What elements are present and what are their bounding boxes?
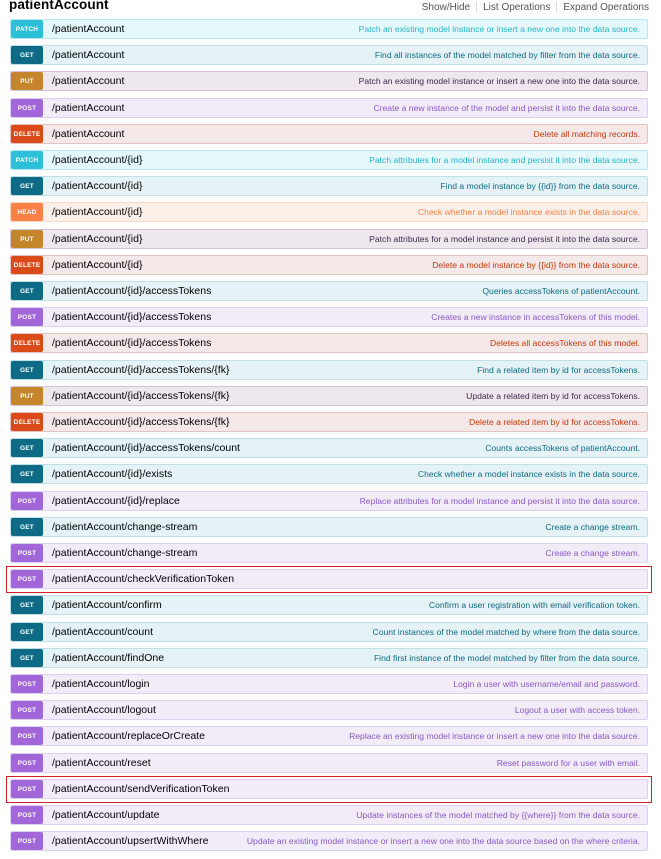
operation-path-link[interactable]: /patientAccount/{id}/replace	[52, 495, 180, 507]
operation-path-link[interactable]: /patientAccount	[52, 75, 125, 87]
http-method-badge[interactable]: POST	[11, 832, 43, 850]
operation-summary[interactable]: Replace an existing model instance or insert a new one into the data source.	[349, 731, 640, 741]
operation-summary[interactable]: Queries accessTokens of patientAccount.	[482, 286, 640, 296]
operation-row-post[interactable]	[10, 674, 648, 694]
operation-path-link[interactable]: /patientAccount/change-stream	[52, 521, 198, 533]
operation-row-patch[interactable]	[10, 150, 648, 170]
http-method-badge[interactable]: POST	[11, 675, 43, 693]
expand-operations-link[interactable]: Expand Operations	[563, 2, 649, 13]
operation-summary[interactable]: Update a related item by id for accessTokens.	[466, 391, 640, 401]
operation-row-post[interactable]	[10, 543, 648, 563]
operation-row-delete[interactable]	[10, 412, 648, 432]
operation-path-link[interactable]: /patientAccount/findOne	[52, 652, 165, 664]
http-method-badge[interactable]: HEAD	[11, 203, 43, 221]
operation-summary[interactable]: Patch an existing model instance or insert a new one into the data source.	[358, 24, 640, 34]
operation-row-head[interactable]	[10, 202, 648, 222]
operation-path-link[interactable]: /patientAccount/checkVerificationToken	[52, 573, 235, 585]
operation-summary[interactable]: Check whether a model instance exists in the data source.	[417, 207, 640, 217]
http-method-badge[interactable]: PUT	[11, 72, 43, 90]
http-method-badge[interactable]: POST	[11, 806, 43, 824]
operation-path-link[interactable]: /patientAccount/{id}	[52, 154, 143, 166]
operation-summary[interactable]: Find a model instance by {{id}} from the data source.	[440, 181, 640, 191]
operation-summary[interactable]: Patch attributes for a model instance and persist it into the data source.	[369, 234, 640, 244]
operation-path-link[interactable]: /patientAccount/replaceOrCreate	[52, 730, 205, 742]
operation-path-link[interactable]: /patientAccount/{id}/accessTokens/{fk}	[52, 390, 230, 402]
show-hide-link[interactable]: Show/Hide	[421, 2, 471, 13]
operation-path-link[interactable]: /patientAccount/logout	[52, 704, 156, 716]
operation-path-link[interactable]: /patientAccount/reset	[52, 757, 151, 769]
operation-path-link[interactable]: /patientAccount/{id}/accessTokens/{fk}	[52, 364, 230, 376]
operation-row-delete[interactable]	[10, 255, 648, 275]
operation-path-link[interactable]: /patientAccount/{id}/accessTokens	[52, 311, 212, 323]
operation-summary[interactable]: Find a related item by id for accessTokens.	[477, 365, 640, 375]
http-method-badge[interactable]: PUT	[11, 387, 43, 405]
operation-summary[interactable]: Deletes all accessTokens of this model.	[490, 338, 640, 348]
http-method-badge[interactable]: PATCH	[11, 20, 43, 38]
operation-summary[interactable]: Update instances of the model matched by {{where}} from the data source.	[356, 810, 640, 820]
operation-row-put[interactable]	[10, 71, 648, 91]
operation-path-link[interactable]: /patientAccount/{id}/accessTokens	[52, 337, 212, 349]
http-method-badge[interactable]: GET	[11, 361, 43, 379]
operation-summary[interactable]: Replace attributes for a model instance and persist it into the data source.	[359, 496, 640, 506]
http-method-badge[interactable]: POST	[11, 754, 43, 772]
http-method-badge[interactable]: POST	[11, 701, 43, 719]
http-method-badge[interactable]: DELETE	[11, 334, 43, 352]
operation-row-post[interactable]	[10, 307, 648, 327]
http-method-badge[interactable]: GET	[11, 46, 43, 64]
http-method-badge[interactable]: GET	[11, 596, 43, 614]
operation-row-get[interactable]	[10, 517, 648, 537]
operation-row-post[interactable]	[10, 805, 648, 825]
http-method-badge[interactable]: POST	[11, 544, 43, 562]
http-method-badge[interactable]: DELETE	[11, 125, 43, 143]
operation-row-post[interactable]	[10, 569, 648, 589]
operation-summary[interactable]: Login a user with username/email and password.	[453, 679, 640, 689]
operation-row-post[interactable]	[10, 779, 648, 799]
operation-summary[interactable]: Create a change stream.	[545, 548, 640, 558]
operation-row-put[interactable]	[10, 386, 648, 406]
operation-path-link[interactable]: /patientAccount/{id}/accessTokens	[52, 285, 212, 297]
operation-path-link[interactable]: /patientAccount/login	[52, 678, 150, 690]
operation-path-link[interactable]: /patientAccount/update	[52, 809, 160, 821]
operation-path-link[interactable]: /patientAccount	[52, 128, 125, 140]
operation-summary[interactable]: Find first instance of the model matched by filter from the data source.	[373, 653, 640, 663]
operation-summary[interactable]: Delete a model instance by {{id}} from the data source.	[432, 260, 640, 270]
operation-row-post[interactable]	[10, 700, 648, 720]
operation-path-link[interactable]: /patientAccount	[52, 49, 125, 61]
http-method-badge[interactable]: GET	[11, 465, 43, 483]
operation-summary[interactable]: Create a change stream.	[545, 522, 640, 532]
operation-row-get[interactable]	[10, 281, 648, 301]
operation-summary[interactable]: Check whether a model instance exists in the data source.	[417, 469, 640, 479]
operation-path-link[interactable]: /patientAccount/sendVerificationToken	[52, 783, 230, 795]
operation-row-put[interactable]	[10, 229, 648, 249]
operation-row-post[interactable]	[10, 753, 648, 773]
operation-summary[interactable]: Find all instances of the model matched by filter from the data source.	[374, 50, 640, 60]
operation-row-get[interactable]	[10, 360, 648, 380]
http-method-badge[interactable]: POST	[11, 570, 43, 588]
operation-row-get[interactable]	[10, 176, 648, 196]
operation-path-link[interactable]: /patientAccount/{id}/accessTokens/{fk}	[52, 416, 230, 428]
operation-summary[interactable]: Delete a related item by id for accessTokens.	[468, 417, 640, 427]
resource-header	[0, 0, 661, 16]
operation-path-link[interactable]: /patientAccount/{id}	[52, 180, 143, 192]
http-method-badge[interactable]: PATCH	[11, 151, 43, 169]
http-method-badge[interactable]: POST	[11, 780, 43, 798]
http-method-badge[interactable]: POST	[11, 492, 43, 510]
http-method-badge[interactable]: GET	[11, 518, 43, 536]
operation-path-link[interactable]: /patientAccount/confirm	[52, 599, 162, 611]
resource-operations-links	[416, 2, 649, 13]
resource-title[interactable]: patientAccount	[9, 0, 109, 12]
http-method-badge[interactable]: GET	[11, 177, 43, 195]
http-method-badge[interactable]: PUT	[11, 230, 43, 248]
operation-row-delete[interactable]	[10, 124, 648, 144]
operation-summary[interactable]: Confirm a user registration with email verification token.	[428, 600, 640, 610]
operation-path-link[interactable]: /patientAccount/count	[52, 626, 153, 638]
operation-path-link[interactable]: /patientAccount/{id}	[52, 206, 143, 218]
http-method-badge[interactable]: DELETE	[11, 256, 43, 274]
operation-path-link[interactable]: /patientAccount	[52, 102, 125, 114]
operation-row-get[interactable]	[10, 595, 648, 615]
operation-path-link[interactable]: /patientAccount/{id}/exists	[52, 468, 173, 480]
http-method-badge[interactable]: GET	[11, 649, 43, 667]
operation-path-link[interactable]: /patientAccount/{id}	[52, 259, 143, 271]
operation-summary[interactable]: Patch attributes for a model instance and persist it into the data source.	[369, 155, 640, 165]
operation-summary[interactable]: Patch an existing model instance or insert a new one into the data source.	[358, 76, 640, 86]
operation-row-post[interactable]	[10, 98, 648, 118]
http-method-badge[interactable]: DELETE	[11, 413, 43, 431]
operation-row-delete[interactable]	[10, 333, 648, 353]
operation-row-get[interactable]	[10, 45, 648, 65]
http-method-badge[interactable]: GET	[11, 282, 43, 300]
operation-row-patch[interactable]	[10, 19, 648, 39]
list-operations-link[interactable]: List Operations	[483, 2, 551, 13]
operation-path-link[interactable]: /patientAccount/upsertWithWhere	[52, 835, 209, 847]
operation-row-get[interactable]	[10, 622, 648, 642]
operation-path-link[interactable]: /patientAccount	[52, 23, 125, 35]
operation-summary[interactable]: Logout a user with access token.	[514, 705, 640, 715]
operation-row-post[interactable]	[10, 726, 648, 746]
http-method-badge[interactable]: GET	[11, 623, 43, 641]
operation-summary[interactable]: Create a new instance of the model and persist it into the data source.	[373, 103, 640, 113]
operation-row-get[interactable]	[10, 464, 648, 484]
operation-path-link[interactable]: /patientAccount/change-stream	[52, 547, 198, 559]
operation-path-link[interactable]: /patientAccount/{id}	[52, 233, 143, 245]
operation-row-get[interactable]	[10, 648, 648, 668]
operation-summary[interactable]: Delete all matching records.	[533, 129, 640, 139]
http-method-badge[interactable]: POST	[11, 308, 43, 326]
operation-summary[interactable]: Creates a new instance in accessTokens of this model.	[431, 312, 640, 322]
operation-summary[interactable]: Reset password for a user with email.	[496, 758, 640, 768]
http-method-badge[interactable]: POST	[11, 727, 43, 745]
http-method-badge[interactable]: GET	[11, 439, 43, 457]
operation-row-post[interactable]	[10, 491, 648, 511]
http-method-badge[interactable]: POST	[11, 99, 43, 117]
operation-summary[interactable]: Update an existing model instance or insert a new one into the data source based on the where criteria.	[246, 836, 640, 846]
operation-row-post[interactable]	[10, 831, 648, 851]
operation-summary[interactable]: Count instances of the model matched by where from the data source.	[372, 627, 640, 637]
operation-summary[interactable]: Counts accessTokens of patientAccount.	[485, 443, 640, 453]
operation-row-get[interactable]	[10, 438, 648, 458]
operation-path-link[interactable]: /patientAccount/{id}/accessTokens/count	[52, 442, 240, 454]
